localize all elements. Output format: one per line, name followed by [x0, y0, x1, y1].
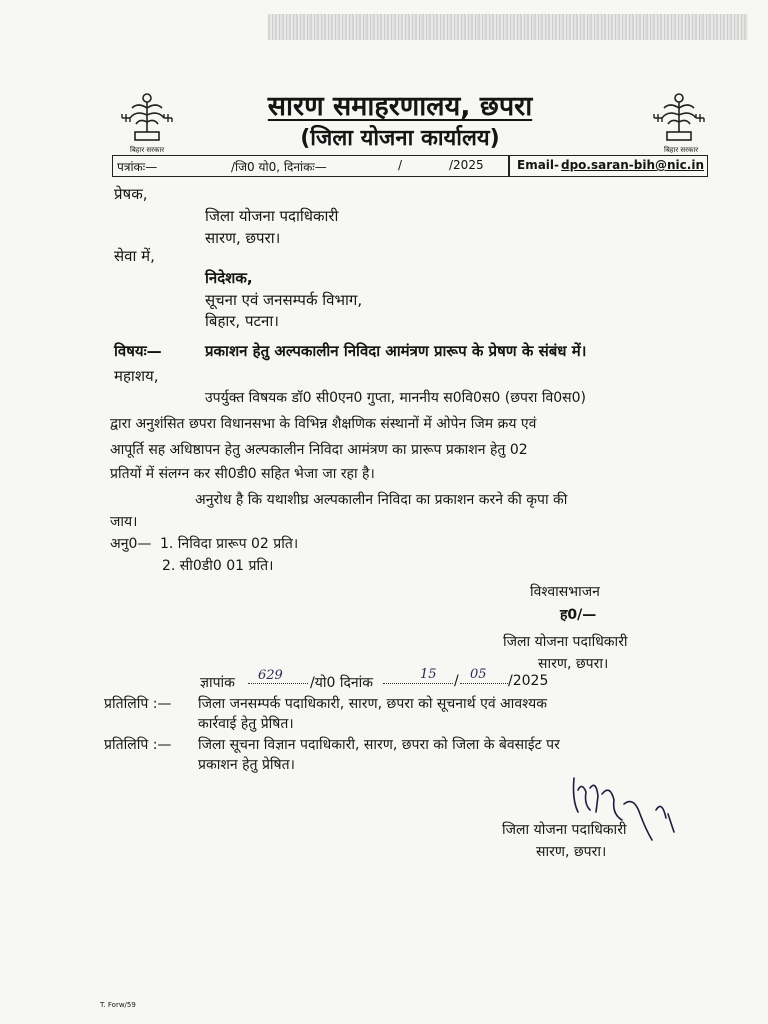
ref-divider [508, 156, 510, 176]
recipient-line1: निदेशक, [205, 269, 253, 287]
footer-code: T. Forw/59 [100, 1001, 136, 1009]
copy2-line2: प्रकाशन हेतु प्रेषित। [198, 757, 295, 773]
enclosure-item2: 2. सी0डी0 01 प्रति। [162, 558, 274, 574]
salutation: महाशय, [114, 367, 159, 385]
memo-number-dots [248, 683, 308, 684]
memo-month: 05 [470, 667, 487, 682]
memo-yo-date: /यो0 दिनांक [310, 675, 374, 691]
closing-place: सारण, छपरा। [538, 656, 609, 672]
bihar-emblem-left-icon [118, 88, 176, 146]
reference-bar [112, 155, 708, 177]
subject-label: विषयः— [114, 342, 162, 360]
copy2-line1: जिला सूचना विज्ञान पदाधिकारी, सारण, छपरा को जिला के बेवसाईट पर [198, 737, 560, 753]
para1-line1: उपर्युक्त विषयक डॉ0 सी0एन0 गुप्ता, माननीय स0वि0स0 (छपरा वि0स0) [205, 390, 586, 406]
copy2-label: प्रतिलिपि :— [104, 737, 172, 753]
ref-dinank: /जि0 यो0, दिनांकः— [231, 160, 327, 174]
final-place: सारण, छपरा। [536, 844, 607, 860]
closing-signed: ह0/— [560, 607, 597, 623]
final-officer: जिला योजना पदाधिकारी [502, 822, 627, 838]
office-title: सारण समाहरणालय, छपरा [267, 91, 533, 122]
enclosure-label: अनु0— [110, 536, 152, 552]
scan-artifact-strip [268, 14, 748, 40]
para1-line3: आपूर्ति सह अधिष्ठापन हेतु अल्पकालीन निविदा आमंत्रण का प्रारूप प्रकाशन हेतु 02 [110, 442, 528, 458]
copy1-line2: कार्रवाई हेतु प्रेषित। [198, 716, 294, 732]
office-subtitle: (जिला योजना कार्यालय) [300, 126, 500, 151]
patrank-label: पत्रांकः— [117, 160, 158, 174]
recipient-line2: सूचना एवं जनसम्पर्क विभाग, [205, 291, 363, 309]
para1-line4: प्रतियों में संलग्न कर सी0डी0 सहित भेजा जा रहा है। [110, 466, 375, 482]
closing-faithfully: विश्वासभाजन [530, 584, 600, 600]
subject-text: प्रकाशन हेतु अल्पकालीन निविदा आमंत्रण प्रारूप के प्रेषण के संबंध में। [205, 342, 587, 360]
emblem-caption-right: बिहार सरकार [664, 146, 699, 154]
memo-number: 629 [258, 668, 283, 683]
recipient-line3: बिहार, पटना। [205, 312, 279, 330]
copy1-label: प्रतिलिपि :— [104, 696, 172, 712]
para1-line2: द्वारा अनुशंसित छपरा विधानसभा के विभिन्न शैक्षणिक संस्थानों में ओपेन जिम क्रय एवं [110, 416, 537, 432]
memo-month-dots [460, 683, 508, 684]
closing-officer: जिला योजना पदाधिकारी [503, 634, 628, 650]
email-address[interactable]: dpo.saran-bih@nic.in [561, 158, 704, 172]
email-label: Email- [517, 158, 560, 172]
sender-line2: सारण, छपरा। [205, 229, 281, 247]
memo-gyapank: ज्ञापांक [200, 675, 235, 691]
emblem-caption-left: बिहार सरकार [130, 146, 165, 154]
para2-line1: अनुरोध है कि यथाशीघ्र अल्पकालीन निविदा का प्रकाशन करने की कृपा की [195, 492, 568, 508]
ref-slash: / [398, 158, 403, 172]
para2-line2: जाय। [110, 514, 138, 530]
copy1-line1: जिला जनसम्पर्क पदाधिकारी, सारण, छपरा को सूचनार्थ एवं आवश्यक [198, 696, 547, 712]
recipient-label: सेवा में, [114, 247, 155, 265]
sender-line1: जिला योजना पदाधिकारी [205, 207, 339, 225]
memo-slash: / [454, 673, 459, 689]
memo-day: 15 [420, 667, 437, 682]
sender-label: प्रेषक, [114, 185, 148, 203]
bihar-emblem-right-icon [650, 88, 708, 146]
memo-day-dots [383, 683, 453, 684]
memo-year: /2025 [508, 673, 549, 689]
ref-year: /2025 [449, 158, 484, 172]
enclosure-item1: 1. निविदा प्रारूप 02 प्रति। [160, 536, 299, 552]
